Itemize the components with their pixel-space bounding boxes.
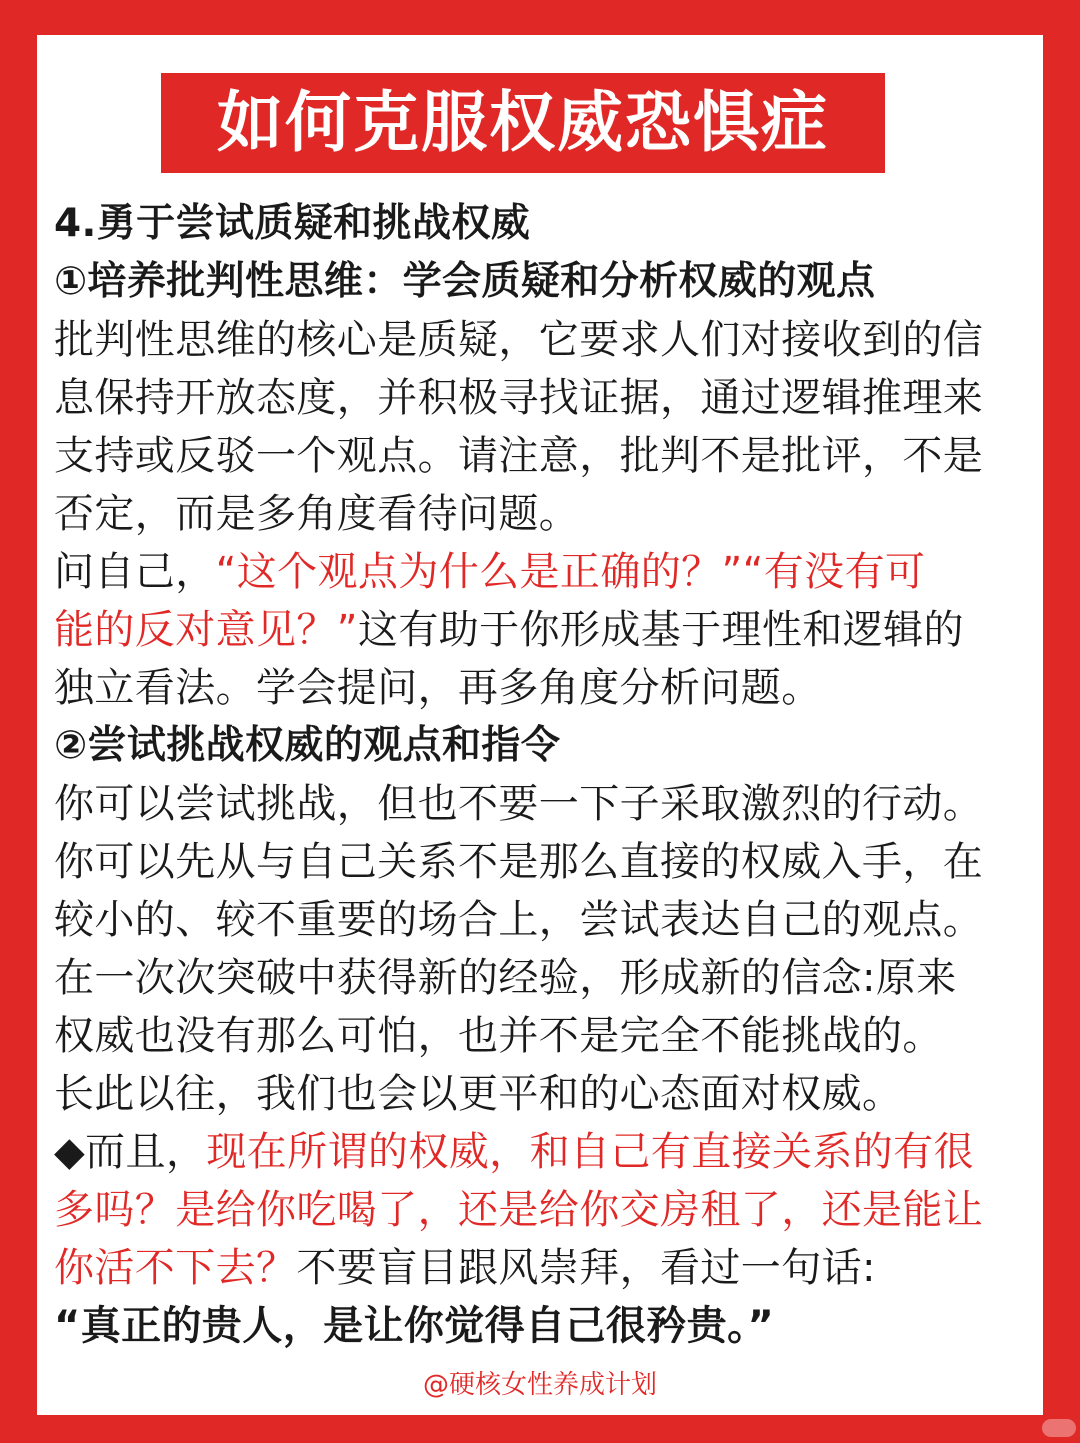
- text-line: [54, 1123, 1034, 1181]
- highlight-question: “这个观点为什么是正确的？”“有没有可: [215, 549, 926, 595]
- paragraph-challenge: [54, 775, 1034, 1123]
- text-line: 在一次次突破中获得新的经验，形成新的信念:原来: [54, 955, 957, 1001]
- highlight-text: 你活不下去？: [54, 1245, 297, 1291]
- page-title: 如何克服权威恐惧症: [161, 73, 885, 173]
- highlight-text: 多吗？是给你吃喝了，还是给你交房租了，还是能让: [54, 1187, 984, 1233]
- text-line: 较小的、较不重要的场合上，尝试表达自己的观点。: [54, 897, 984, 943]
- text-plain: 这有助于你形成基于理性和逻辑的: [357, 607, 964, 653]
- text-line: [54, 543, 1034, 601]
- text-line: 批判性思维的核心是质疑，它要求人们对接收到的信: [54, 317, 984, 363]
- highlight-text: 现在所谓的权威，和自己有直接关系的有很: [206, 1129, 974, 1175]
- text-line: [54, 1239, 1034, 1297]
- text-line: [54, 601, 1034, 659]
- text-plain: ◆而且，: [54, 1129, 207, 1175]
- subheading-challenge-authority: ②尝试挑战权威的观点和指令: [54, 723, 561, 768]
- highlight-question: 能的反对意见？”: [54, 607, 358, 653]
- text-line: 否定，而是多角度看待问题。: [54, 491, 580, 537]
- article-body: [54, 195, 1034, 1355]
- text-line: 息保持开放态度，并积极寻找证据，通过逻辑推理来: [54, 375, 984, 421]
- paragraph-moreover: [54, 1123, 1034, 1355]
- text-line: 你可以尝试挑战，但也不要一下子采取激烈的行动。: [54, 781, 984, 827]
- paragraph-ask-yourself: [54, 543, 1034, 717]
- text-line: 独立看法。学会提问，再多角度分析问题。: [54, 665, 822, 711]
- content-card: [37, 35, 1043, 1415]
- text-line: 支持或反驳一个观点。请注意，批判不是批评，不是: [54, 433, 984, 479]
- author-credit: @硬核女性养成计划: [422, 1370, 657, 1400]
- text-line: 长此以往，我们也会以更平和的心态面对权威。: [54, 1071, 903, 1117]
- text-plain: 问自己，: [54, 549, 216, 595]
- text-line: 你可以先从与自己关系不是那么直接的权威入手，在: [54, 839, 984, 885]
- watermark-badge: [1042, 1419, 1076, 1437]
- text-plain: 不要盲目跟风崇拜，看过一句话:: [296, 1245, 876, 1291]
- text-line: 权威也没有那么可怕，也并不是完全不能挑战的。: [54, 1013, 943, 1059]
- quote-line: “真正的贵人，是让你觉得自己很矜贵。”: [54, 1303, 775, 1349]
- subheading-critical-thinking: ①培养批判性思维：学会质疑和分析权威的观点: [54, 259, 876, 304]
- paragraph-critical-thinking: [54, 311, 1034, 543]
- section-heading: 4.勇于尝试质疑和挑战权威: [54, 201, 531, 246]
